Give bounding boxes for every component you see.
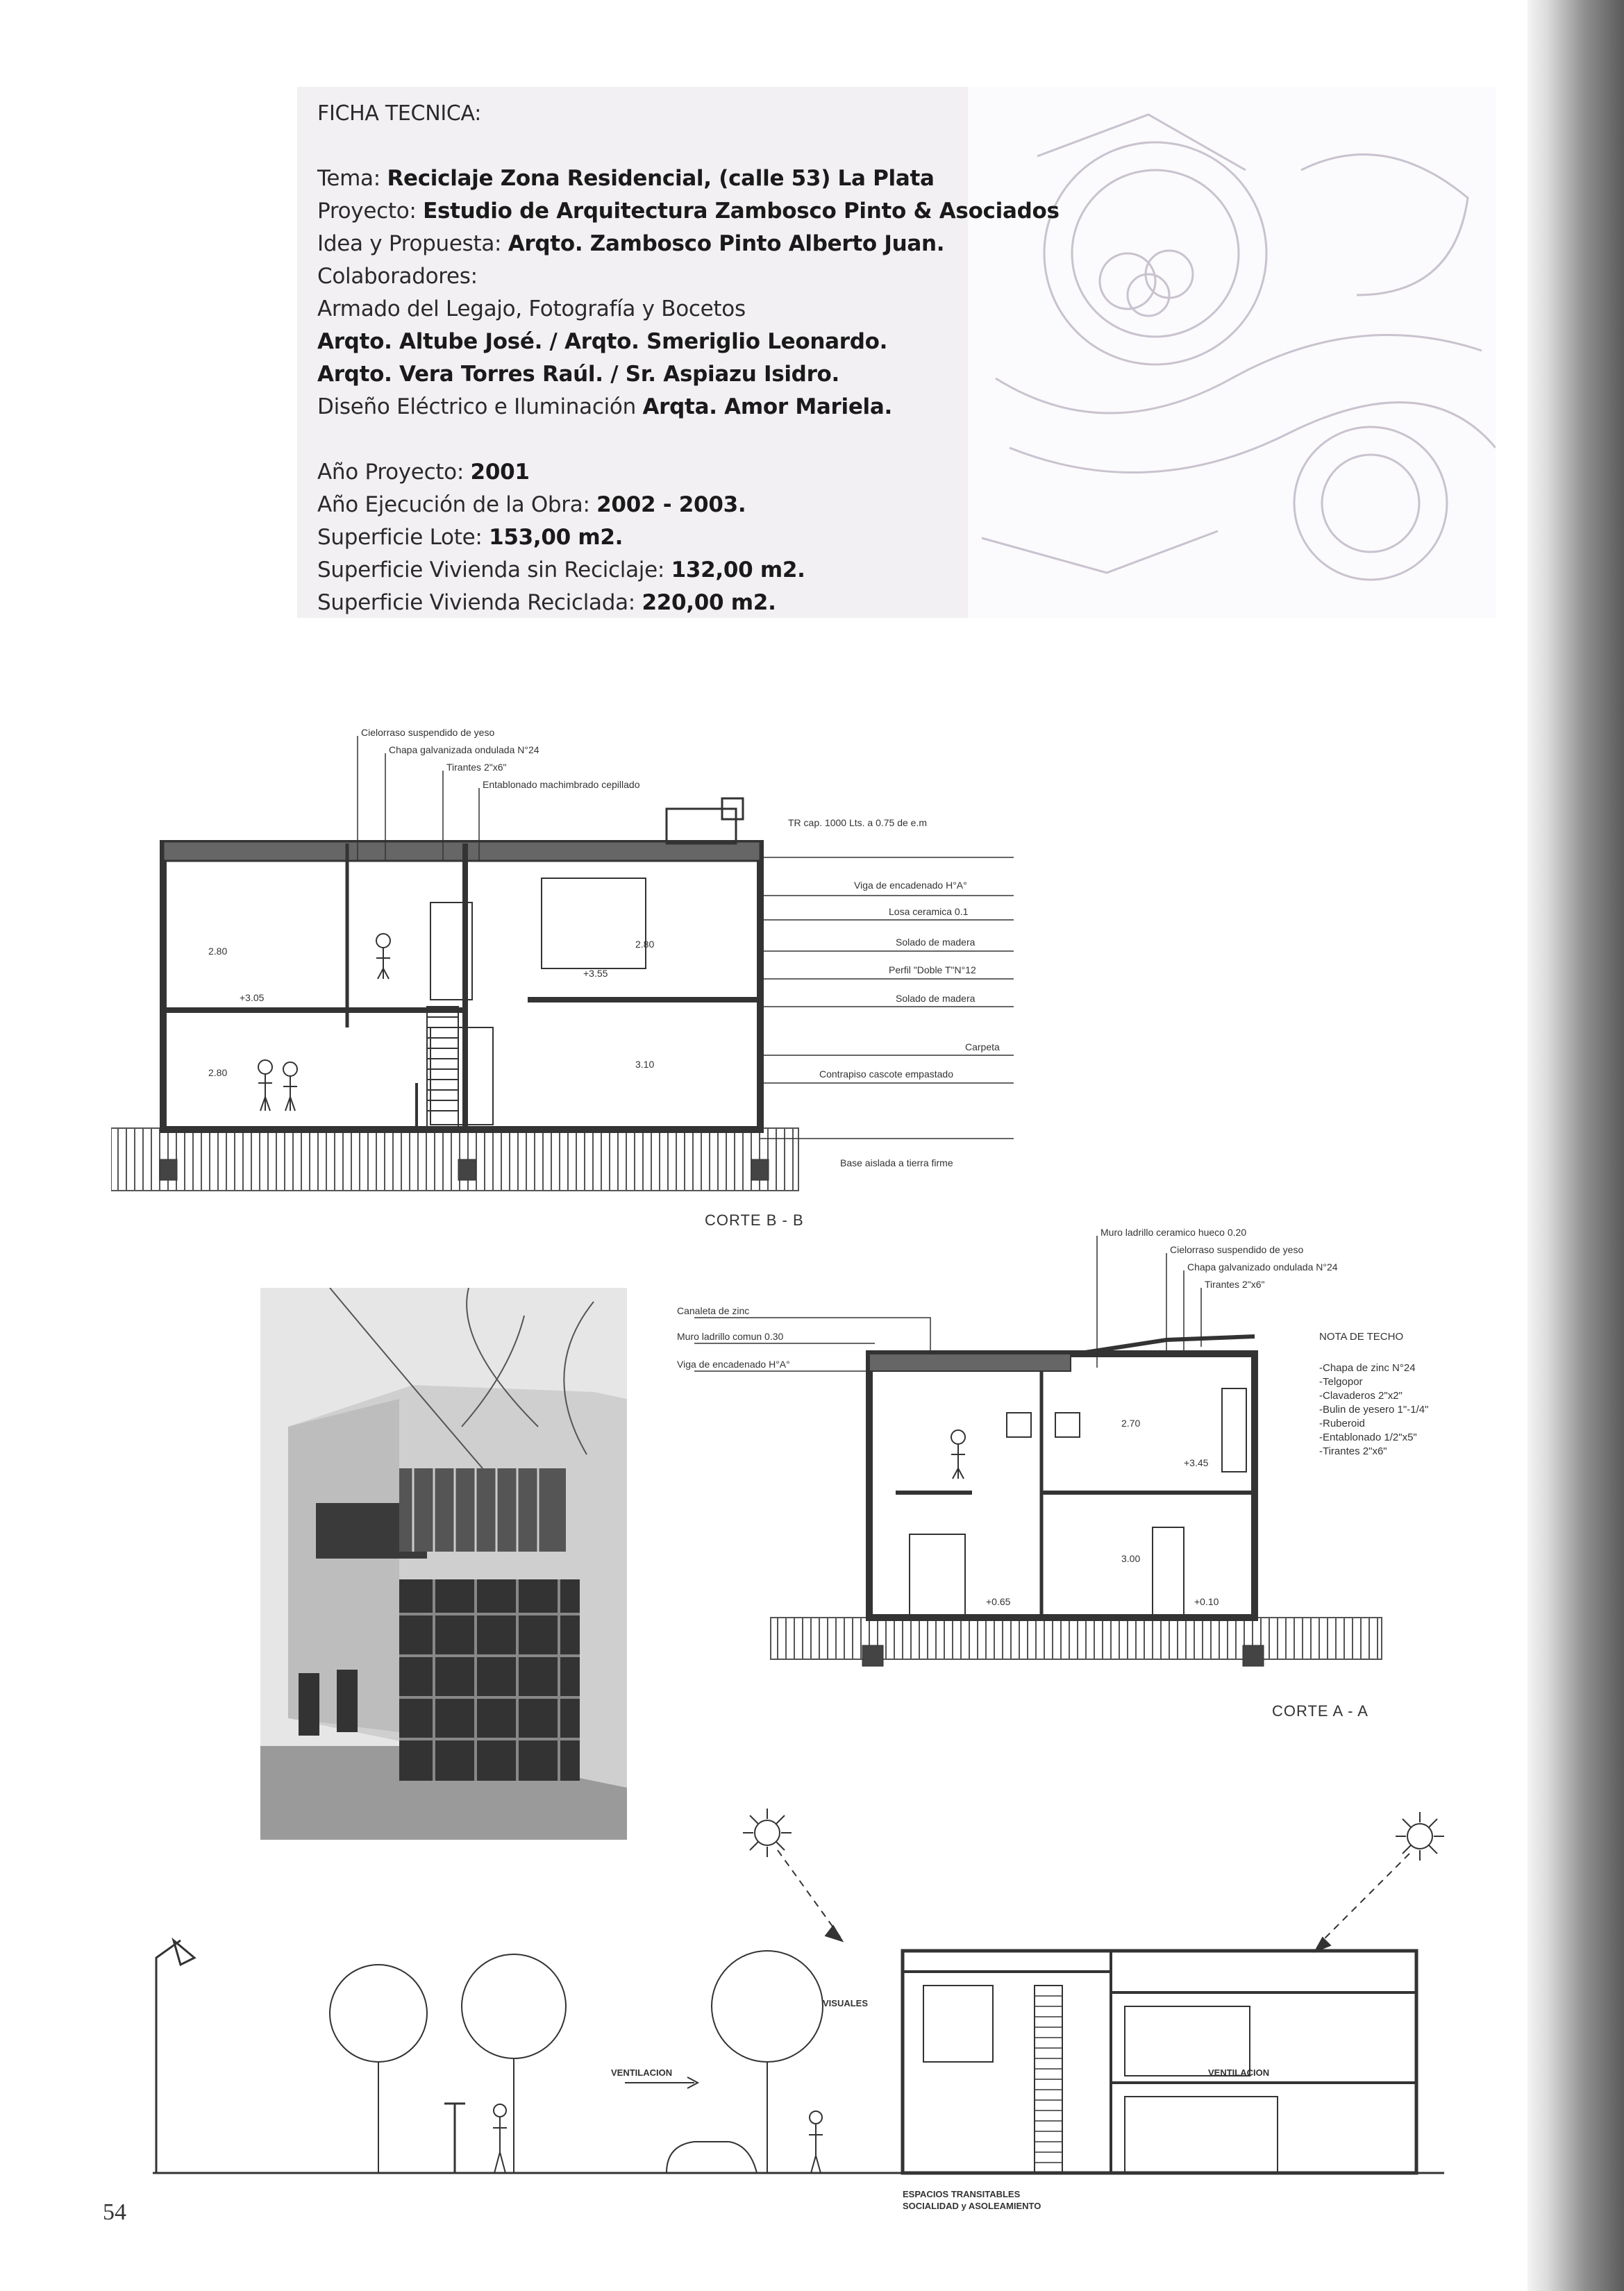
- diseno-line: [317, 391, 956, 423]
- corte-a-title: CORTE A - A: [1272, 1702, 1368, 1720]
- corte-b-dim-1: 2.80: [208, 946, 228, 957]
- corte-a-dim-1: 2.70: [1121, 1418, 1141, 1429]
- tema-line: [317, 162, 956, 195]
- corte-b-dim-3: +3.05: [240, 992, 265, 1003]
- corte-b-title: CORTE B - B: [705, 1211, 804, 1229]
- corte-a-dim-2: +3.45: [1184, 1457, 1209, 1468]
- corte-a-left-2: Muro ladrillo comun 0.30: [677, 1331, 784, 1342]
- colaboradores-line-2: [317, 358, 956, 391]
- corte-b-drawing: [111, 722, 1028, 1208]
- corte-b-dim-5: 2.80: [635, 939, 655, 950]
- ventilacion-label-1: VENTILACION: [611, 2067, 673, 2078]
- sup-lote-line: [317, 521, 956, 554]
- corte-b-right-2: Viga de encadenado H°A°: [854, 880, 967, 891]
- page-binding-edge: [1527, 0, 1624, 2291]
- anio-proyecto-line: [317, 456, 956, 489]
- corte-b-right-4: Solado de madera: [896, 937, 976, 948]
- tech-heading: FICHA TECNICA:: [317, 101, 482, 126]
- bottom-caption-1: ESPACIOS TRANSITABLES: [903, 2189, 1021, 2199]
- corte-a-dim-5: +0.10: [1194, 1596, 1219, 1607]
- tech-sheet-text: [317, 97, 1060, 619]
- anio-ejecucion-line: [317, 489, 956, 521]
- colab-2: Arqto. Vera Torres Raúl. / Sr. Aspiazu Isidro.: [317, 362, 840, 387]
- page-number: 54: [103, 2199, 126, 2225]
- anio-ejecucion-label: Año Ejecución de la Obra:: [317, 492, 597, 517]
- armado-line: Armado del Legajo, Fotografía y Bocetos: [317, 296, 746, 321]
- bottom-caption-2: SOCIALIDAD y ASOLEAMIENTO: [903, 2201, 1041, 2211]
- tema-value: Reciclaje Zona Residencial, (calle 53) La Plata: [387, 166, 935, 191]
- corte-b-dim-6: 3.10: [635, 1059, 655, 1070]
- corte-a-drawing: [667, 1215, 1514, 1701]
- proyecto-label: Proyecto:: [317, 199, 424, 224]
- techo-item-5: -Ruberoid: [1319, 1418, 1365, 1429]
- corte-a-top-1: Muro ladrillo ceramico hueco 0.20: [1100, 1227, 1247, 1238]
- corte-b-note-4: Entablonado machimbrado cepillado: [483, 779, 640, 790]
- techo-item-6: -Entablonado 1/2"x5": [1319, 1432, 1417, 1443]
- corte-b-dim-2: 2.80: [208, 1067, 228, 1078]
- diseno-value: Arqta. Amor Mariela.: [642, 394, 892, 419]
- corte-b-note-1: Cielorraso suspendido de yeso: [361, 727, 495, 738]
- street-section-drawing: [139, 1784, 1500, 2215]
- corte-b-right-3: Losa ceramica 0.1: [889, 906, 969, 917]
- colaboradores-line-1: [317, 326, 956, 358]
- sup-lote-value: 153,00 m2.: [489, 525, 623, 550]
- sup-sin-line: [317, 554, 956, 587]
- proyecto-line: [317, 195, 1060, 228]
- facade-photo: [260, 1288, 627, 1840]
- techo-item-2: -Telgopor: [1319, 1376, 1363, 1388]
- ventilacion-label-2: VENTILACION: [1208, 2067, 1270, 2078]
- anio-proyecto-label: Año Proyecto:: [317, 460, 471, 485]
- corte-b-note-2: Chapa galvanizada ondulada N°24: [389, 744, 539, 755]
- anio-ejecucion-value: 2002 - 2003.: [596, 492, 746, 517]
- techo-note-title: NOTA DE TECHO: [1319, 1331, 1404, 1343]
- techo-item-3: -Clavaderos 2"x2": [1319, 1390, 1403, 1402]
- sup-rec-label: Superficie Vivienda Reciclada:: [317, 590, 642, 615]
- corte-a-top-2: Cielorraso suspendido de yeso: [1170, 1244, 1304, 1255]
- sup-lote-label: Superficie Lote:: [317, 525, 489, 550]
- sup-rec-value: 220,00 m2.: [642, 590, 776, 615]
- visuales-label: VISUALES: [823, 1998, 869, 2008]
- sup-sin-label: Superficie Vivienda sin Reciclaje:: [317, 557, 671, 582]
- colaboradores-label: Colaboradores:: [317, 264, 478, 289]
- techo-item-7: -Tirantes 2"x6": [1319, 1445, 1387, 1457]
- corte-a-left-1: Canaleta de zinc: [677, 1305, 750, 1316]
- corte-b-right-7: Carpeta: [965, 1041, 1000, 1052]
- diseno-label: Diseño Eléctrico e Iluminación: [317, 394, 643, 419]
- corte-a-dim-3: 3.00: [1121, 1553, 1141, 1564]
- corte-a-dim-4: +0.65: [986, 1596, 1011, 1607]
- corte-b-right-5: Perfil "Doble T"N°12: [889, 964, 976, 975]
- techo-item-1: -Chapa de zinc N°24: [1319, 1362, 1416, 1374]
- tema-label: Tema:: [317, 166, 387, 191]
- proyecto-value: Estudio de Arquitectura Zambosco Pinto & Asociados: [423, 199, 1060, 224]
- corte-b-right-1: TR cap. 1000 Lts. a 0.75 de e.m: [788, 817, 928, 828]
- idea-value: Arqto. Zambosco Pinto Alberto Juan.: [508, 231, 945, 256]
- corte-b-note-3: Tirantes 2"x6": [446, 762, 507, 773]
- corte-a-left-3: Viga de encadenado H°A°: [677, 1359, 790, 1370]
- corte-a-top-3: Chapa galvanizado ondulada N°24: [1187, 1261, 1338, 1273]
- idea-label: Idea y Propuesta:: [317, 231, 508, 256]
- idea-line: [317, 228, 956, 260]
- corte-b-bottom-note: Base aislada a tierra firme: [840, 1157, 953, 1168]
- sketch-illustration: [968, 87, 1496, 618]
- corte-a-top-4: Tirantes 2"x6": [1205, 1279, 1265, 1290]
- corte-b-dim-4: +3.55: [583, 968, 608, 979]
- sup-rec-line: [317, 587, 956, 619]
- techo-item-4: -Bulin de yesero 1"-1/4": [1319, 1404, 1429, 1416]
- anio-proyecto-value: 2001: [470, 460, 530, 485]
- sup-sin-value: 132,00 m2.: [671, 557, 805, 582]
- corte-b-right-6: Solado de madera: [896, 993, 976, 1004]
- colab-1: Arqto. Altube José. / Arqto. Smeriglio Leonardo.: [317, 329, 888, 354]
- corte-b-right-8: Contrapiso cascote empastado: [819, 1068, 953, 1080]
